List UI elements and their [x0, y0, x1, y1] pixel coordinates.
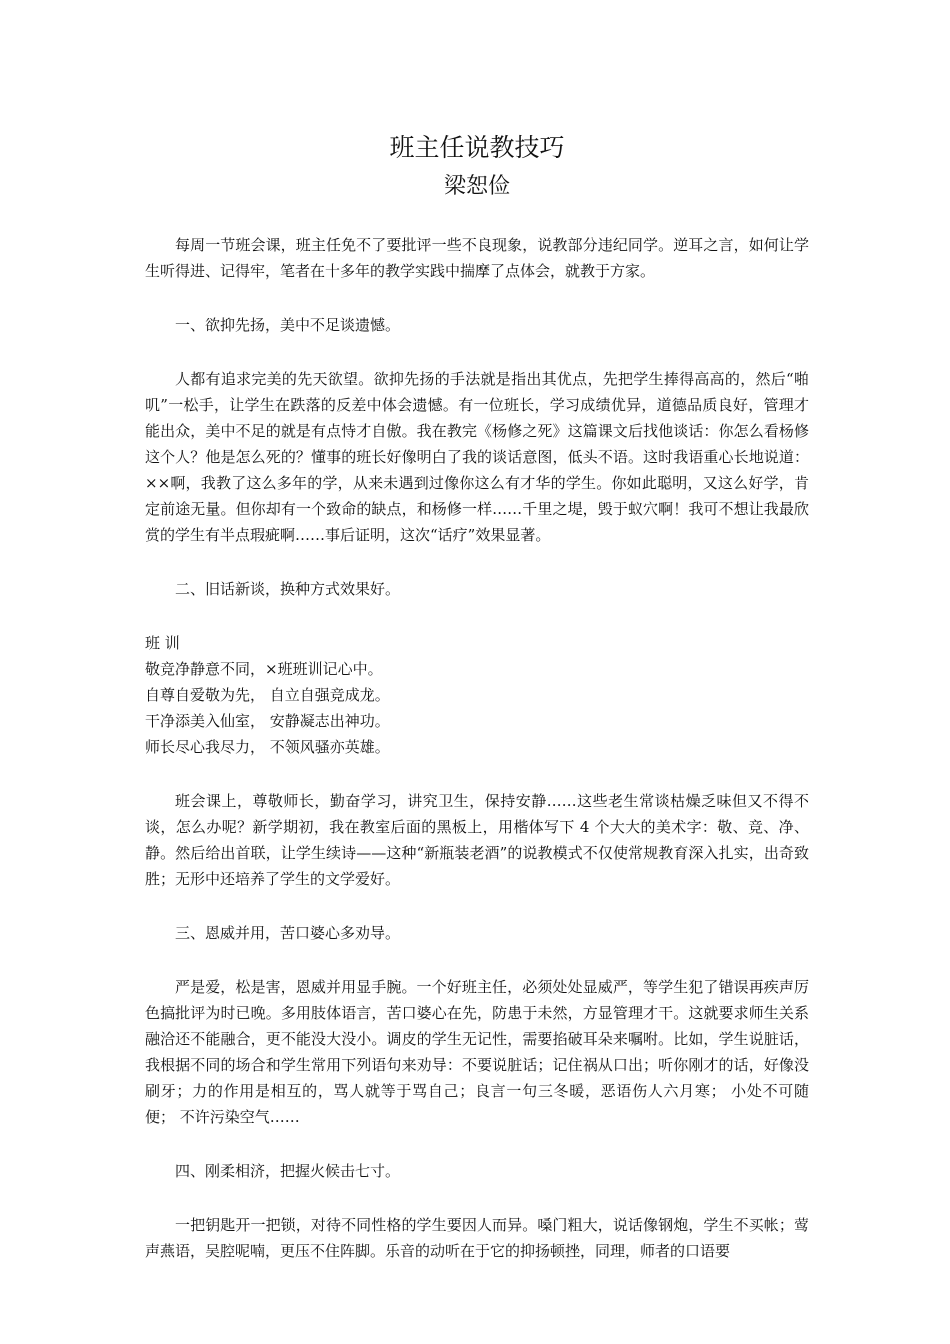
section-4-heading: 四、刚柔相济，把握火候击七寸。 [175, 1162, 401, 1180]
section-3-heading: 三、恩威并用，苦口婆心多劝导。 [175, 924, 401, 942]
section-2-heading: 二、旧话新谈，换种方式效果好。 [175, 580, 401, 598]
document-page [145, 130, 809, 1264]
intro-paragraph: 每周一节班会课，班主任免不了要批评一些不良现象，说教部分违纪同学。逆耳之言，如何让学生听得进、记得牢，笔者在十多年的教学实践中揣摩了点体会，就教于方家。 [145, 236, 809, 280]
section-4-body: 一把钥匙开一把锁，对待不同性格的学生要因人而异。嗓门粗大，说话像钢炮，学生不买帐；莺声燕语，吴腔呢喃，更压不住阵脚。乐音的动听在于它的抑扬顿挫，同理，师者的口语要 [145, 1216, 809, 1260]
document-author: 梁恕俭 [443, 174, 510, 199]
poem-title: 班 训 [145, 634, 180, 652]
poem-line: 敬竞净静意不同，×班班训记心中。 [145, 660, 383, 678]
class-motto-poem [145, 630, 809, 760]
section-2-body: 班会课上，尊敬师长，勤奋学习，讲究卫生，保持安静……这些老生常谈枯燥乏味但又不得不谈，怎么办呢？新学期初，我在教室后面的黑板上，用楷体写下 4 个大大的美术字：敬、竞、净、静。然后给出首联，让学生续诗——这种“新瓶装老酒”的说教模式不仅使常规教育深入扎实，出奇致胜；无形中还培养了学生的文学爱好。 [145, 792, 809, 888]
document-title: 班主任说教技巧 [389, 133, 565, 162]
poem-line: 干净添美入仙室， 安静凝志出神功。 [145, 712, 390, 730]
section-1-heading: 一、欲抑先扬，美中不足谈遗憾。 [175, 316, 401, 334]
section-3-body: 严是爱，松是害，恩威并用显手腕。一个好班主任，必须处处显威严，等学生犯了错误再疾声厉色搞批评为时已晚。多用肢体语言，苦口婆心在先，防患于未然，方显管理才干。这就要求师生关系融洽还不能融合，更不能没大没小。调皮的学生无记性，需要掐破耳朵来嘱咐。比如，学生说脏话，我根据不同的场合和学生常用下列语句来劝导：不要说脏话；记住祸从口出；听你刚才的话，好像没刷牙；力的作用是相互的，骂人就等于骂自己；良言一句三冬暖，恶语伤人六月寒； 小处不可随便； 不许污染空气…… [145, 978, 809, 1126]
poem-line: 师长尽心我尽力， 不领风骚亦英雄。 [145, 738, 390, 756]
poem-line: 自尊自爱敬为先， 自立自强竞成龙。 [145, 686, 390, 704]
section-1-body: 人都有追求完美的先天欲望。欲抑先扬的手法就是指出其优点，先把学生捧得高高的，然后“啪叽”一松手，让学生在跌落的反差中体会遗憾。有一位班长，学习成绩优异，道德品质良好，管理才能出众，美中不足的就是有点恃才自傲。我在教完《杨修之死》这篇课文后找他谈话：你怎么看杨修这个人？他是怎么死的？懂事的班长好像明白了我的谈话意图，低头不语。这时我语重心长地说道：××啊，我教了这么多年的学，从来未遇到过像你这么有才华的学生。你如此聪明，又这么好学，肯定前途无量。但你却有一个致命的缺点，和杨修一样……千里之堤，毁于蚁穴啊！我可不想让我最欣赏的学生有半点瑕疵啊……事后证明，这次“话疗”效果显著。 [145, 370, 809, 544]
